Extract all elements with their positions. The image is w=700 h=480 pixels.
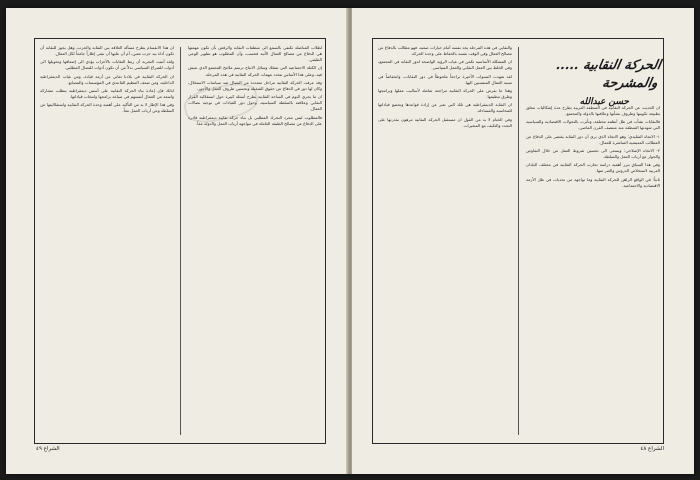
paragraph: ولقد أثبتت التجربة أن ربط النقابات بالأحزاب يؤدي الى إضعافها وتحويلها الى أدوات للصراع السياسي بدلاً من أن تكون أدوات للنضال المطلبي. [40,59,174,71]
right-page [352,8,694,474]
right-page-column-right [526,105,660,435]
column-divider [518,47,519,435]
paragraph: ٢- الاتجاه الإصلاحي: ويسعى الى تحسين شروط العمل من خلال التفاوض والحوار مع أرباب العمل والسلطة. [526,147,660,160]
paragraph: وفي هذا السياق تبرز أهمية دراسة تجارب الحركة النقابية في مختلف البلدان العربية لاستخلاص الدروس والعبر منها. [526,162,660,174]
paragraph: لذلك فإن إعادة بناء الحركة النقابية على أسس ديمقراطية يتطلب مشاركة واسعة من العمال أنفسهم في صياغة برامجها وانتخاب قياداتها. [40,87,174,100]
paragraph: ان الحركة النقابية في بلادنا تعاني من أزمة قيادة، ومن غياب الديمقراطية الداخلية، ومن ضعف التنظيم القاعدي في المؤسسات والمصانع. [40,73,174,85]
left-page-column-left [40,45,174,437]
paragraph: ان ما يجري اليوم في الساحة النقابية يطرح أسئلة كبيرة حول استقلالية القرار النقابي وعلاقته بالسلطة السياسية، وحول دور القيادات في توجيه نضالات العمال. [188,94,322,112]
article-title: الحركة النقابية ..... والمشرحة [554,58,662,91]
paragraph: والنقابي في هذه المرحلة يجد نفسه أمام خيارات صعبة، فهو مطالب بالدفاع عن مصالح العمال وفي الوقت نفسه بالحفاظ على وحدة الحركة. [378,45,512,57]
article-author: حسن عبدالله [579,97,629,107]
paragraph: ان هذا الانقسام يطرح مسألة العلاقة بين النقابة والحزب، وهل يجوز للنقابة أن تكون أداة بيد حزب معين، أم أن عليها أن تبقى إطاراً جامعاً لكل العمال. [40,45,174,57]
paragraph: وقد عرفت الحركة النقابية مراحل متعددة من النضال ضد سياسات الاستغلال، وكان لها دور في الدفاع عن حقوق الشغيلة وتحسين ظروف العمل والأجور. [188,79,322,91]
paragraph: لطلاب المناضلة تكتفي بالسمع الى منظمات النقابة والرفض بأن تكون مهمتها هي الدفاع عن مصالح العمال الآنية فحسب، وأن المطلوب هو تطوير الوعي الطبقي. [188,45,322,63]
paragraph: وهذا ما يفرض على الحركة النقابية مراجعة شاملة لأساليب عملها وبرامجها وطرق تنظيمها. [378,87,512,100]
article-header [521,43,662,107]
paragraph: ثانياً: في الواقع الراهن للحركة النقابية وما تواجهه من تحديات في ظل الأزمة الاقتصادية والاجتماعية. [526,176,660,188]
paragraph: فالنقابات نشأت في ظل أنظمة مختلفة، وتأثرت بالتحولات الاقتصادية والسياسية التي شهدتها المنطقة منذ منتصف القرن الماضي. [526,119,660,131]
magazine-spread [6,8,694,474]
paragraph: ان النقابة الديمقراطية هي تلك التي تعبر عن إرادة قواعدها وتخضع قياداتها للمحاسبة والمساءلة. [378,102,512,114]
paragraph: إن الكتلة الاجتماعية التي تمتلك وسائل الانتاج ترسم ملامح المجتمع الذي نعيش فيه، وعلى هذا الأساس تتحدد مهمات الحركة النقابية في هذه المرحلة. [188,65,322,77]
right-page-footer: الشراع ٤٨ [640,446,664,452]
left-page-footer: الشراع ٤٩ [36,446,60,452]
left-page-frame [34,38,326,444]
right-page-frame [372,38,664,444]
paragraph: وفي الختام لا بد من القول ان مستقبل الحركة النقابية مرهون بقدرتها على التجدد والتكيف مع المتغيرات. [378,116,512,128]
paragraph: لقد شهدت السنوات الأخيرة تراجعاً ملحوظاً في دور النقابات، وانخفاضاً في نسبة العمال المنتسبين اليها. [378,73,512,85]
left-page [6,8,348,474]
paragraph: ان المشكلة الأساسية تكمن في غياب الرؤية الواضحة لدور النقابة في المجتمع، وفي الخلط بين العمل النقابي والعمل السياسي. [378,59,512,71]
paragraph: وفي هذا الإطار لا بد من التأكيد على أهمية وحدة الحركة النقابية واستقلاليتها عن السلطة وعن أرباب العمل معاً. [40,102,174,114]
paragraph: فالمطلوب ليس مجرد التحرك المطلبي بل بناء حركة نقابية ديمقراطية قادرة على الدفاع عن مصالح الطبقة العاملة في مواجهة أرباب العمل والدولة معاً. [188,114,322,126]
paragraph: ١- الاتجاه التقليدي: وهو الاتجاه الذي يرى أن دور النقابة يقتصر على الدفاع عن المطالب المعيشية المباشرة للعمال. [526,133,660,145]
paragraph: ان الحديث عن الحركة النقابية في المنطقة العربية يطرح عدة إشكاليات تتعلق بطبيعة تكوينها وظروف نشأتها وعلاقتها بالدولة والمجتمع. [526,105,660,117]
column-divider [180,47,181,435]
right-page-column-left [378,45,512,437]
